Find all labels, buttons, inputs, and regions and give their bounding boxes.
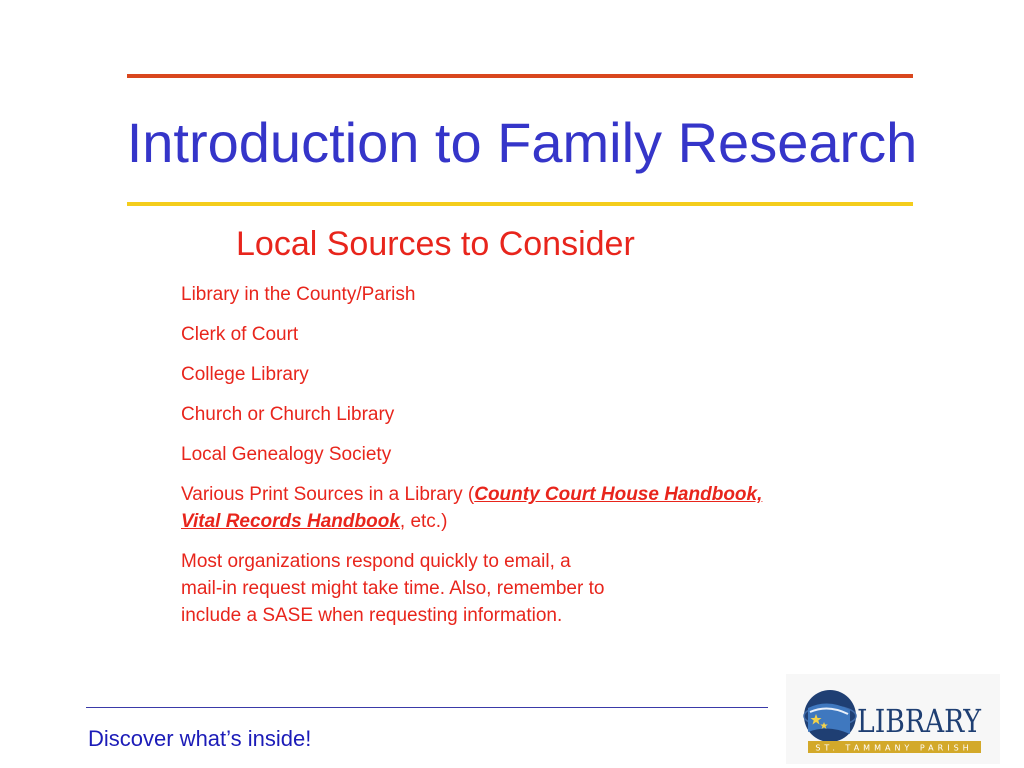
list-item: Clerk of Court [181, 324, 299, 345]
print-sources-suffix: , etc.) [399, 511, 448, 532]
list-item: Local Genealogy Society [181, 444, 392, 465]
note-line: include a SASE when requesting information. [181, 605, 563, 626]
list-item: College Library [181, 364, 309, 385]
logo-word: LIBRARY [857, 702, 982, 740]
list-item: Library in the County/Parish [181, 284, 416, 305]
note-line: Most organizations respond quickly to email, a [181, 551, 571, 572]
slide-subtitle: Local Sources to Consider [236, 225, 635, 263]
slide-title: Introduction to Family Research [126, 111, 918, 174]
print-sources-prefix: Various Print Sources in a Library ( [181, 484, 475, 505]
footer-divider [86, 707, 768, 708]
list-item-print-sources [181, 481, 781, 535]
footer-tagline: Discover what’s inside! [88, 726, 312, 751]
logo-subtext: ST. TAMMANY PARISH [815, 743, 973, 753]
list-item: Church or Church Library [181, 404, 395, 425]
list-item-note [181, 548, 781, 629]
book-globe-logo-icon [786, 674, 1000, 764]
handbook-titles: County Court House Handbook, Vital Records Handbook [181, 484, 763, 532]
sources-list [181, 281, 781, 642]
note-line: mail-in request might take time. Also, remember to [181, 578, 605, 599]
top-divider [127, 74, 913, 78]
title-divider [127, 202, 913, 206]
library-logo [786, 674, 1000, 764]
